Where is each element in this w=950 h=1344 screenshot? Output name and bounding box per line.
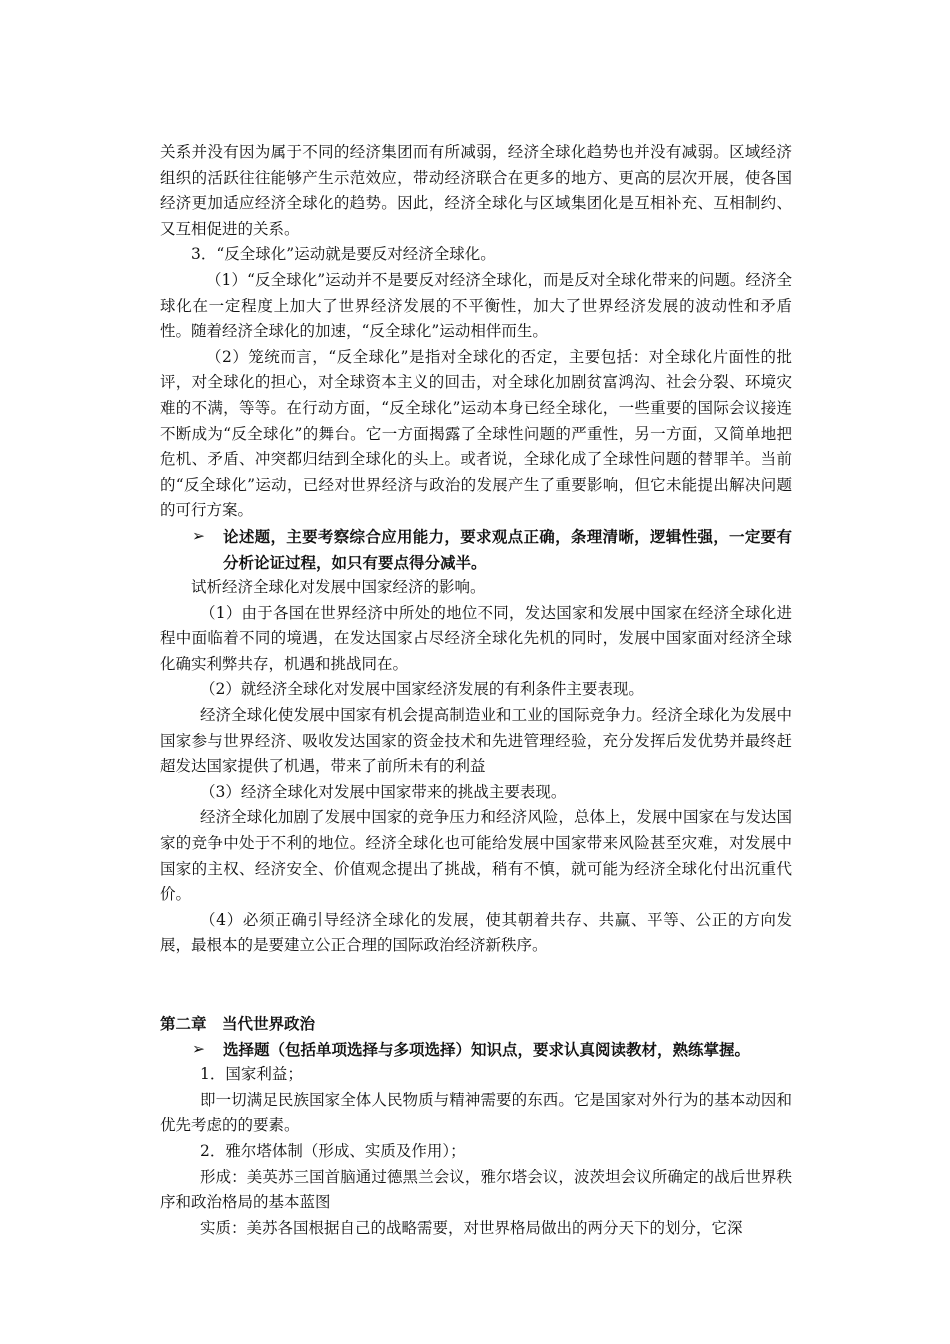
item-heading: 1．国家利益；: [200, 1065, 303, 1084]
bullet-essay-question-note: [192, 524, 792, 575]
paragraph: （2）笼统而言，“反全球化”是指对全球化的否定，主要包括：对全球化片面性的批评，对全球化的担心，对全球资本主义的回击，对全球化加剧贫富鸿沟、社会分裂、环境灾难的不满，等等。在行动方面，“反全球化”运动本身已经全球化，一些重要的国际会议接连不断成为“反全球化”的舞台。它一方面揭露了全球性问题的严重性，另一方面，又简单地把危机、矛盾、冲突都归结到全球化的头上。或者说，全球化成了全球性问题的替罪羊。当前的“反全球化”运动，已经对世界经济与政治的发展产生了重要影响，但它未能提出解决问题的可行方案。: [160, 347, 792, 520]
bullet-choice-question-note: [192, 1037, 792, 1063]
paragraph: （4）必须正确引导经济全球化的发展，使其朝着共存、共赢、平等、公正的方向发展，最根本的是要建立公正合理的国际政治经济新秩序。: [160, 910, 792, 955]
paragraph: 实质：美苏各国根据自己的战略需要，对世界格局做出的两分天下的划分，它深: [200, 1218, 743, 1237]
paragraph: （1）由于各国在世界经济中所处的地位不同，发达国家和发展中国家在经济全球化进程中面临着不同的境遇，在发达国家占尽经济全球化先机的同时，发展中国家面对经济全球化确实利弊共存，机遇和挑战同在。: [160, 603, 792, 673]
bullet-text: 论述题，主要考察综合应用能力，要求观点正确，条理清晰，逻辑性强，一定要有分析论证过程，如只有要点得分减半。: [223, 526, 792, 572]
paragraph: （2）就经济全球化对发展中国家经济发展的有利条件主要表现。: [200, 680, 644, 699]
paragraph: （1）“反全球化”运动并不是要反对经济全球化，而是反对全球化带来的问题。经济全球化在一定程度上加大了世界经济发展的不平衡性，加大了世界经济发展的波动性和矛盾性。随着经济全球化的加速，“反全球化”运动相伴而生。: [160, 270, 792, 341]
paragraph: 即一切满足民族国家全体人民物质与精神需要的东西。它是国家对外行为的基本动因和优先考虑的的要素。: [160, 1090, 792, 1135]
section-heading-anti-globalization: 3．“反全球化”运动就是要反对经济全球化。: [191, 245, 496, 264]
document-body: [160, 140, 792, 1241]
paragraph: 经济全球化使发展中国家有机会提高制造业和工业的国际竞争力。经济全球化为发展中国家参与世界经济、吸收发达国家的资金技术和先进管理经验，充分发挥后发优势并最终赶超发达国家提供了机遇，带来了前所未有的利益: [160, 706, 792, 776]
arrow-bullet-icon: ➢: [192, 526, 205, 545]
spacer: [160, 959, 792, 1011]
paragraph: 经济全球化加剧了发展中国家的竞争压力和经济风险，总体上，发展中国家在与发达国家的竞争中处于不利的地位。经济全球化也可能给发展中国家带来风险甚至灾难，对发展中国家的主权、经济安全、价值观念提出了挑战，稍有不慎，就可能为经济全球化付出沉重代价。: [160, 808, 792, 904]
chapter-title: 第二章 当代世界政治: [160, 1014, 316, 1033]
essay-question: 试析经济全球化对发展中国家经济的影响。: [191, 578, 486, 597]
item-heading: 2．雅尔塔体制（形成、实质及作用）；: [200, 1141, 466, 1160]
bullet-text: 选择题（包括单项选择与多项选择）知识点，要求认真阅读教材，熟练掌握。: [223, 1039, 751, 1059]
arrow-bullet-icon: ➢: [192, 1039, 205, 1058]
paragraph: 关系并没有因为属于不同的经济集团而有所减弱，经济全球化趋势也并没有减弱。区域经济组织的活跃往往能够产生示范效应，带动经济联合在更多的地方、更高的层次开展，使各国经济更加适应经济全球化的趋势。因此，经济全球化与区域集团化是互相补充、互相制约、又互相促进的关系。: [160, 143, 792, 238]
paragraph: 形成：美英苏三国首脑通过德黑兰会议，雅尔塔会议，波茨坦会议所确定的战后世界秩序和政治格局的基本蓝图: [160, 1167, 792, 1212]
paragraph: （3）经济全球化对发展中国家带来的挑战主要表现。: [200, 782, 567, 801]
